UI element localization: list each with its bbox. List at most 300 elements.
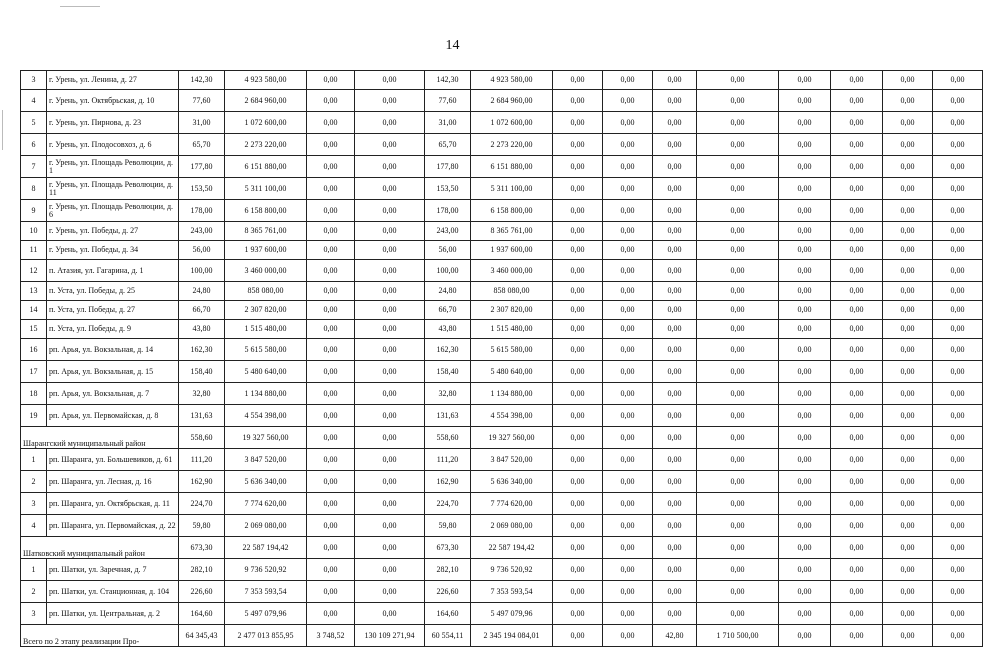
value-cell: 77,60 (179, 90, 225, 112)
value-cell: 224,70 (425, 493, 471, 515)
value-cell: 0,00 (831, 90, 883, 112)
table-row (21, 112, 983, 134)
value-cell: 0,00 (831, 112, 883, 134)
value-cell: 0,00 (697, 361, 779, 383)
table-row (21, 405, 983, 427)
value-cell: 4 923 580,00 (225, 71, 307, 90)
value-cell: 162,30 (425, 339, 471, 361)
value-cell: 0,00 (697, 493, 779, 515)
address-cell: г. Урень, ул. Площадь Революции, д. 1 (47, 156, 179, 178)
value-cell: 0,00 (933, 134, 983, 156)
value-cell: 3 847 520,00 (225, 449, 307, 471)
value-cell: 0,00 (697, 241, 779, 260)
value-cell: 0,00 (779, 71, 831, 90)
value-cell: 0,00 (603, 361, 653, 383)
address-cell: п. Уста, ул. Победы, д. 25 (47, 282, 179, 301)
value-cell: 0,00 (603, 537, 653, 559)
value-cell: 0,00 (883, 493, 933, 515)
value-cell: 0,00 (697, 222, 779, 241)
value-cell: 0,00 (779, 361, 831, 383)
row-number: 13 (21, 282, 47, 301)
value-cell: 0,00 (883, 222, 933, 241)
value-cell: 0,00 (307, 222, 355, 241)
value-cell: 0,00 (553, 449, 603, 471)
value-cell: 0,00 (553, 112, 603, 134)
value-cell: 7 774 620,00 (225, 493, 307, 515)
value-cell: 0,00 (831, 260, 883, 282)
value-cell: 0,00 (933, 581, 983, 603)
value-cell: 0,00 (697, 339, 779, 361)
table-row (21, 301, 983, 320)
address-cell: рп. Шаранга, ул. Лесная, д. 16 (47, 471, 179, 493)
table-row (21, 471, 983, 493)
value-cell: 0,00 (883, 112, 933, 134)
table-row (21, 581, 983, 603)
value-cell: 0,00 (355, 581, 425, 603)
value-cell: 0,00 (603, 222, 653, 241)
value-cell: 858 080,00 (225, 282, 307, 301)
value-cell: 0,00 (307, 241, 355, 260)
value-cell: 0,00 (653, 449, 697, 471)
value-cell: 0,00 (883, 449, 933, 471)
value-cell: 19 327 560,00 (471, 427, 553, 449)
value-cell: 0,00 (883, 405, 933, 427)
value-cell: 5 615 580,00 (471, 339, 553, 361)
value-cell: 0,00 (933, 241, 983, 260)
value-cell: 0,00 (603, 449, 653, 471)
value-cell: 0,00 (933, 493, 983, 515)
value-cell: 24,80 (425, 282, 471, 301)
value-cell: 0,00 (779, 241, 831, 260)
value-cell: 0,00 (933, 282, 983, 301)
address-cell: п. Атазия, ул. Гагарина, д. 1 (47, 260, 179, 282)
scan-mark (60, 6, 100, 7)
table-row (21, 383, 983, 405)
value-cell: 0,00 (883, 625, 933, 647)
value-cell: 0,00 (883, 200, 933, 222)
value-cell: 9 736 520,92 (471, 559, 553, 581)
value-cell: 0,00 (831, 603, 883, 625)
value-cell: 0,00 (831, 537, 883, 559)
address-cell: рп. Шатки, ул. Станционная, д. 104 (47, 581, 179, 603)
value-cell: 0,00 (831, 559, 883, 581)
row-number: 3 (21, 71, 47, 90)
table-row (21, 71, 983, 90)
value-cell: 0,00 (933, 559, 983, 581)
value-cell: 0,00 (933, 603, 983, 625)
value-cell: 0,00 (697, 178, 779, 200)
table-row (21, 178, 983, 200)
value-cell: 0,00 (831, 301, 883, 320)
value-cell: 0,00 (653, 222, 697, 241)
value-cell: 0,00 (553, 537, 603, 559)
value-cell: 1 515 480,00 (225, 320, 307, 339)
value-cell: 1 134 880,00 (471, 383, 553, 405)
value-cell: 0,00 (883, 156, 933, 178)
table-row (21, 90, 983, 112)
value-cell: 0,00 (553, 320, 603, 339)
value-cell: 0,00 (883, 361, 933, 383)
value-cell: 0,00 (883, 603, 933, 625)
value-cell: 1 072 600,00 (471, 112, 553, 134)
value-cell: 0,00 (831, 241, 883, 260)
value-cell: 0,00 (603, 241, 653, 260)
value-cell: 0,00 (697, 320, 779, 339)
value-cell: 0,00 (355, 134, 425, 156)
value-cell: 0,00 (933, 156, 983, 178)
value-cell: 0,00 (933, 339, 983, 361)
value-cell: 2 307 820,00 (471, 301, 553, 320)
value-cell: 0,00 (933, 427, 983, 449)
value-cell: 0,00 (779, 90, 831, 112)
value-cell: 0,00 (653, 603, 697, 625)
value-cell: 5 311 100,00 (225, 178, 307, 200)
value-cell: 0,00 (653, 156, 697, 178)
value-cell: 0,00 (603, 260, 653, 282)
value-cell: 0,00 (355, 361, 425, 383)
value-cell: 0,00 (553, 241, 603, 260)
value-cell: 5 480 640,00 (471, 361, 553, 383)
value-cell: 0,00 (697, 112, 779, 134)
value-cell: 0,00 (553, 427, 603, 449)
value-cell: 1 937 600,00 (225, 241, 307, 260)
value-cell: 59,80 (179, 515, 225, 537)
section-row (21, 537, 983, 559)
value-cell: 2 684 960,00 (225, 90, 307, 112)
value-cell: 0,00 (553, 559, 603, 581)
value-cell: 1 937 600,00 (471, 241, 553, 260)
value-cell: 0,00 (883, 90, 933, 112)
value-cell: 0,00 (307, 603, 355, 625)
district-label: Шарангский муниципальный район (21, 427, 179, 449)
value-cell: 0,00 (779, 449, 831, 471)
value-cell: 0,00 (697, 515, 779, 537)
value-cell: 0,00 (355, 383, 425, 405)
scan-mark (2, 110, 3, 150)
value-cell: 0,00 (355, 156, 425, 178)
row-number: 6 (21, 134, 47, 156)
value-cell: 43,80 (425, 320, 471, 339)
value-cell: 0,00 (603, 200, 653, 222)
value-cell: 0,00 (883, 339, 933, 361)
table-row (21, 282, 983, 301)
value-cell: 0,00 (779, 339, 831, 361)
value-cell: 4 554 398,00 (225, 405, 307, 427)
value-cell: 0,00 (355, 405, 425, 427)
address-cell: г. Урень, ул. Площадь Революции, д. 6 (47, 200, 179, 222)
value-cell: 2 273 220,00 (471, 134, 553, 156)
value-cell: 0,00 (831, 156, 883, 178)
value-cell: 0,00 (933, 361, 983, 383)
value-cell: 4 554 398,00 (471, 405, 553, 427)
value-cell: 0,00 (697, 537, 779, 559)
table-row (21, 339, 983, 361)
address-cell: г. Урень, ул. Победы, д. 27 (47, 222, 179, 241)
value-cell: 43,80 (179, 320, 225, 339)
value-cell: 0,00 (355, 493, 425, 515)
value-cell: 0,00 (697, 559, 779, 581)
value-cell: 0,00 (831, 383, 883, 405)
row-number: 2 (21, 581, 47, 603)
value-cell: 5 636 340,00 (225, 471, 307, 493)
row-number: 2 (21, 471, 47, 493)
value-cell: 0,00 (307, 90, 355, 112)
value-cell: 0,00 (603, 178, 653, 200)
value-cell: 162,30 (179, 339, 225, 361)
value-cell: 65,70 (425, 134, 471, 156)
value-cell: 19 327 560,00 (225, 427, 307, 449)
value-cell: 0,00 (779, 581, 831, 603)
value-cell: 0,00 (653, 537, 697, 559)
value-cell: 162,90 (179, 471, 225, 493)
table-row (21, 515, 983, 537)
value-cell: 0,00 (653, 515, 697, 537)
value-cell: 0,00 (307, 178, 355, 200)
value-cell: 0,00 (831, 361, 883, 383)
value-cell: 0,00 (933, 178, 983, 200)
value-cell: 59,80 (425, 515, 471, 537)
value-cell: 66,70 (179, 301, 225, 320)
address-cell: г. Урень, ул. Плодосовхоз, д. 6 (47, 134, 179, 156)
value-cell: 0,00 (697, 603, 779, 625)
value-cell: 0,00 (933, 71, 983, 90)
value-cell: 0,00 (933, 449, 983, 471)
value-cell: 0,00 (307, 339, 355, 361)
value-cell: 0,00 (603, 134, 653, 156)
value-cell: 5 615 580,00 (225, 339, 307, 361)
value-cell: 0,00 (355, 427, 425, 449)
value-cell: 142,30 (179, 71, 225, 90)
value-cell: 0,00 (307, 427, 355, 449)
value-cell: 0,00 (653, 339, 697, 361)
row-number: 4 (21, 90, 47, 112)
address-cell: рп. Арья, ул. Вокзальная, д. 15 (47, 361, 179, 383)
value-cell: 0,00 (307, 156, 355, 178)
value-cell: 0,00 (697, 301, 779, 320)
value-cell: 226,60 (179, 581, 225, 603)
value-cell: 0,00 (697, 134, 779, 156)
value-cell: 0,00 (355, 71, 425, 90)
value-cell: 0,00 (779, 383, 831, 405)
value-cell: 3 460 000,00 (471, 260, 553, 282)
table-row (21, 200, 983, 222)
value-cell: 0,00 (883, 178, 933, 200)
value-cell: 0,00 (355, 603, 425, 625)
value-cell: 0,00 (779, 200, 831, 222)
row-number: 8 (21, 178, 47, 200)
value-cell: 0,00 (779, 282, 831, 301)
value-cell: 3 847 520,00 (471, 449, 553, 471)
value-cell: 0,00 (779, 301, 831, 320)
value-cell: 0,00 (697, 405, 779, 427)
value-cell: 2 273 220,00 (225, 134, 307, 156)
value-cell: 0,00 (355, 241, 425, 260)
value-cell: 0,00 (779, 603, 831, 625)
value-cell: 0,00 (779, 559, 831, 581)
value-cell: 282,10 (179, 559, 225, 581)
row-number: 17 (21, 361, 47, 383)
address-cell: рп. Арья, ул. Вокзальная, д. 7 (47, 383, 179, 405)
value-cell: 0,00 (831, 200, 883, 222)
value-cell: 0,00 (779, 493, 831, 515)
value-cell: 24,80 (179, 282, 225, 301)
address-cell: п. Уста, ул. Победы, д. 27 (47, 301, 179, 320)
value-cell: 177,80 (179, 156, 225, 178)
value-cell: 282,10 (425, 559, 471, 581)
value-cell: 0,00 (779, 112, 831, 134)
value-cell: 8 365 761,00 (225, 222, 307, 241)
value-cell: 0,00 (831, 449, 883, 471)
value-cell: 0,00 (603, 282, 653, 301)
value-cell: 0,00 (933, 90, 983, 112)
value-cell: 0,00 (779, 427, 831, 449)
value-cell: 0,00 (355, 301, 425, 320)
value-cell: 0,00 (653, 90, 697, 112)
row-number: 1 (21, 559, 47, 581)
value-cell: 0,00 (307, 515, 355, 537)
value-cell: 9 736 520,92 (225, 559, 307, 581)
page-number: 14 (445, 38, 460, 53)
value-cell: 0,00 (603, 383, 653, 405)
value-cell: 2 477 013 855,95 (225, 625, 307, 647)
value-cell: 0,00 (307, 200, 355, 222)
value-cell: 0,00 (779, 156, 831, 178)
value-cell: 0,00 (553, 493, 603, 515)
value-cell: 77,60 (425, 90, 471, 112)
value-cell: 0,00 (603, 493, 653, 515)
value-cell: 1 515 480,00 (471, 320, 553, 339)
value-cell: 0,00 (553, 90, 603, 112)
address-cell: рп. Шаранга, ул. Первомайская, д. 22 (47, 515, 179, 537)
address-cell: рп. Арья, ул. Вокзальная, д. 14 (47, 339, 179, 361)
value-cell: 0,00 (831, 178, 883, 200)
value-cell: 0,00 (603, 156, 653, 178)
value-cell: 0,00 (831, 405, 883, 427)
value-cell: 32,80 (425, 383, 471, 405)
value-cell: 0,00 (355, 222, 425, 241)
value-cell: 0,00 (553, 71, 603, 90)
value-cell: 0,00 (355, 260, 425, 282)
value-cell: 6 158 800,00 (471, 200, 553, 222)
table-row (21, 320, 983, 339)
value-cell: 100,00 (425, 260, 471, 282)
row-number: 18 (21, 383, 47, 405)
value-cell: 0,00 (603, 301, 653, 320)
value-cell: 22 587 194,42 (225, 537, 307, 559)
value-cell: 0,00 (603, 515, 653, 537)
row-number: 10 (21, 222, 47, 241)
value-cell: 3 460 000,00 (225, 260, 307, 282)
value-cell: 0,00 (653, 301, 697, 320)
value-cell: 0,00 (553, 134, 603, 156)
value-cell: 0,00 (653, 581, 697, 603)
value-cell: 0,00 (831, 471, 883, 493)
value-cell: 56,00 (179, 241, 225, 260)
value-cell: 0,00 (697, 90, 779, 112)
value-cell: 0,00 (883, 301, 933, 320)
value-cell: 0,00 (553, 603, 603, 625)
value-cell: 0,00 (355, 515, 425, 537)
value-cell: 0,00 (883, 282, 933, 301)
value-cell: 0,00 (553, 361, 603, 383)
value-cell: 0,00 (779, 405, 831, 427)
row-number: 15 (21, 320, 47, 339)
value-cell: 164,60 (425, 603, 471, 625)
value-cell: 0,00 (883, 320, 933, 339)
value-cell: 0,00 (779, 134, 831, 156)
value-cell: 0,00 (553, 156, 603, 178)
value-cell: 0,00 (603, 71, 653, 90)
value-cell: 0,00 (603, 112, 653, 134)
table-row (21, 603, 983, 625)
value-cell: 0,00 (697, 471, 779, 493)
address-cell: г. Урень, ул. Пирнова, д. 23 (47, 112, 179, 134)
value-cell: 2 069 080,00 (471, 515, 553, 537)
value-cell: 1 710 500,00 (697, 625, 779, 647)
value-cell: 0,00 (653, 559, 697, 581)
value-cell: 673,30 (179, 537, 225, 559)
value-cell: 0,00 (553, 515, 603, 537)
value-cell: 0,00 (553, 260, 603, 282)
value-cell: 0,00 (653, 383, 697, 405)
value-cell: 0,00 (779, 260, 831, 282)
value-cell: 0,00 (307, 405, 355, 427)
table-row (21, 493, 983, 515)
table-row (21, 361, 983, 383)
value-cell: 0,00 (831, 282, 883, 301)
value-cell: 0,00 (779, 320, 831, 339)
value-cell: 8 365 761,00 (471, 222, 553, 241)
value-cell: 0,00 (779, 222, 831, 241)
value-cell: 0,00 (933, 301, 983, 320)
value-cell: 31,00 (425, 112, 471, 134)
value-cell: 0,00 (697, 71, 779, 90)
value-cell: 0,00 (355, 200, 425, 222)
address-cell: рп. Шаранга, ул. Октябрьская, д. 11 (47, 493, 179, 515)
value-cell: 0,00 (653, 320, 697, 339)
value-cell: 0,00 (553, 581, 603, 603)
value-cell: 0,00 (933, 515, 983, 537)
value-cell: 0,00 (653, 260, 697, 282)
value-cell: 0,00 (883, 559, 933, 581)
value-cell: 0,00 (307, 71, 355, 90)
value-cell: 0,00 (697, 282, 779, 301)
value-cell: 0,00 (933, 260, 983, 282)
address-cell: г. Урень, ул. Ленина, д. 27 (47, 71, 179, 90)
table-row (21, 241, 983, 260)
value-cell: 0,00 (355, 178, 425, 200)
value-cell: 0,00 (355, 320, 425, 339)
value-cell: 0,00 (307, 361, 355, 383)
row-number: 3 (21, 603, 47, 625)
value-cell: 158,40 (179, 361, 225, 383)
value-cell: 0,00 (653, 112, 697, 134)
value-cell: 0,00 (697, 383, 779, 405)
value-cell: 0,00 (831, 339, 883, 361)
row-number: 5 (21, 112, 47, 134)
value-cell: 0,00 (697, 156, 779, 178)
value-cell: 0,00 (653, 471, 697, 493)
value-cell: 7 774 620,00 (471, 493, 553, 515)
value-cell: 0,00 (603, 320, 653, 339)
value-cell: 0,00 (653, 427, 697, 449)
value-cell: 0,00 (697, 260, 779, 282)
value-cell: 0,00 (553, 282, 603, 301)
address-cell: рп. Шатки, ул. Центральная, д. 2 (47, 603, 179, 625)
value-cell: 0,00 (603, 581, 653, 603)
row-number: 12 (21, 260, 47, 282)
value-cell: 0,00 (933, 222, 983, 241)
